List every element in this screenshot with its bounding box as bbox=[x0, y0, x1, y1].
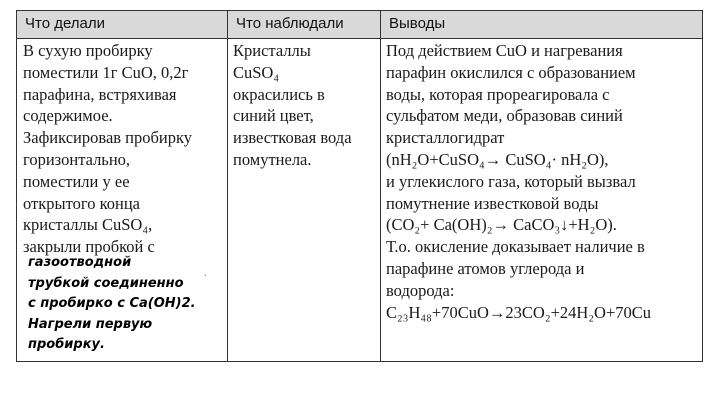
text-line: парафина, встряхивая bbox=[23, 84, 177, 104]
text-line: Под действием CuO и нагревания bbox=[386, 41, 623, 60]
text-line: кристаллогидрат bbox=[386, 128, 505, 148]
scan-artifact: · bbox=[203, 269, 208, 284]
text-line: синий цвет, bbox=[233, 106, 314, 126]
text-line: трубкой соединенно bbox=[28, 275, 184, 291]
text-line: водорода: bbox=[386, 280, 455, 300]
text-line: Т.о. окисление доказывает наличие в bbox=[386, 237, 645, 257]
cell-what-done bbox=[23, 40, 192, 258]
cell-conclusions bbox=[386, 40, 651, 323]
text-line: поместили 1г CuO, 0,2г bbox=[23, 62, 189, 82]
text-line: поместили у ее bbox=[23, 171, 130, 191]
text-line: помутнение известковой воды bbox=[386, 193, 599, 213]
text-line: закрыли пробкой с bbox=[23, 237, 155, 257]
header-what-done: Что делали bbox=[25, 15, 106, 32]
text-line: Кристаллы bbox=[233, 41, 311, 60]
text-line: и углекислого газа, который вызвал bbox=[386, 171, 636, 191]
header-what-observed: Что наблюдали bbox=[236, 15, 344, 32]
text-line: сульфатом меди, образовав синий bbox=[386, 106, 623, 126]
text-line: (nH₂O+CuSO₄→ CuSO₄· nH₂O), bbox=[386, 149, 609, 169]
text-line: Нагрели первую bbox=[28, 316, 153, 332]
cell-what-observed bbox=[233, 40, 352, 171]
text-line: окрасились в bbox=[233, 84, 325, 104]
text-line: известковая вода bbox=[233, 128, 352, 148]
column-divider bbox=[380, 11, 381, 361]
text-line: В сухую пробирку bbox=[23, 41, 153, 60]
text-line: пробирку. bbox=[28, 337, 105, 352]
column-divider bbox=[227, 11, 228, 361]
text-line: помутнела. bbox=[233, 149, 312, 169]
text-line: парафине атомов углерода и bbox=[386, 258, 585, 278]
header-conclusions: Выводы bbox=[389, 15, 446, 32]
text-line: с пробирко с Ca(OH)2. bbox=[28, 296, 196, 311]
table-header bbox=[17, 11, 702, 39]
text-line: CuSO₄ bbox=[233, 62, 280, 82]
overlay-text bbox=[28, 253, 196, 356]
text-line: кристаллы CuSO₄, bbox=[23, 215, 153, 235]
text-line: воды, которая прореагировала с bbox=[386, 84, 610, 104]
text-line: горизонтально, bbox=[23, 149, 131, 169]
text-line: (CO₂+ Ca(OH)₂→ CaCO₃↓+H₂O). bbox=[386, 215, 617, 235]
text-line: газоотводной bbox=[28, 255, 132, 270]
text-line: открытого конца bbox=[23, 193, 140, 213]
text-line: Зафиксировав пробирку bbox=[23, 128, 193, 148]
text-line: содержимое. bbox=[23, 106, 113, 126]
text-line: парафин окислился с образованием bbox=[386, 62, 636, 82]
text-line: C₂₃H₄₈+70CuO→23CO₂+24H₂O+70Cu bbox=[386, 302, 652, 322]
